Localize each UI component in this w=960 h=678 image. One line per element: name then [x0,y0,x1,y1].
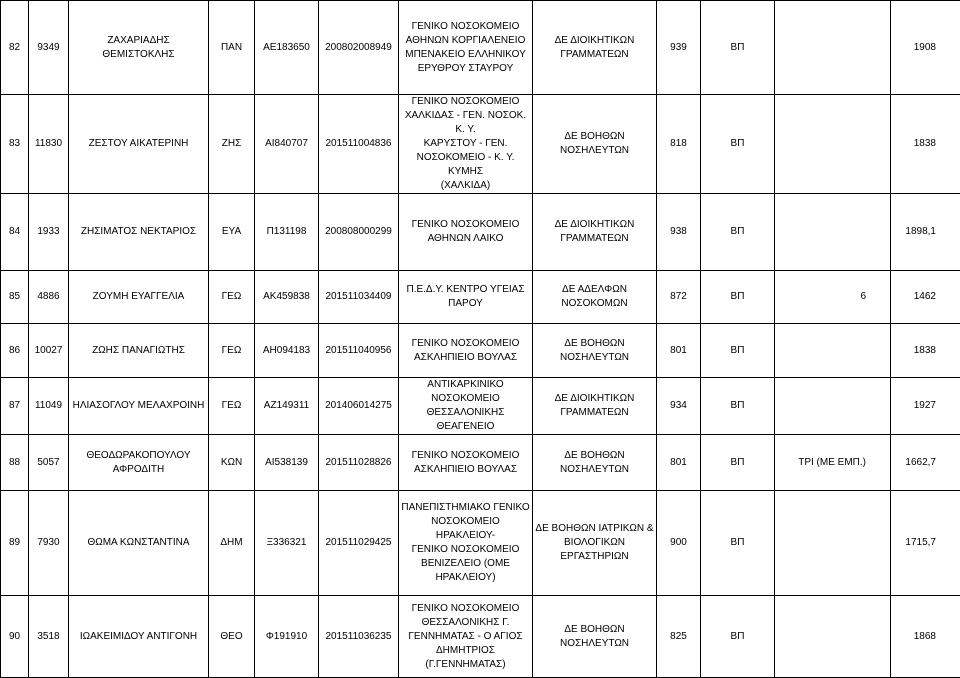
extra-note-cell [775,491,891,596]
row-id: 11830 [35,138,62,149]
hospital-line: ΠΑΝΕΠΙΣΤΗΜΙΑΚΟ ΓΕΝΙΚΟ [401,501,530,515]
row-id-cell [29,596,69,678]
hospital-line: ΓΕΝΙΚΟ ΝΟΣΟΚΟΜΕΙΟ [401,449,530,463]
score: 1462 [914,291,936,302]
hospital-line: ΑΝΤΙΚΑΡΚΙΝΙΚΟ ΝΟΣΟΚΟΜΕΙΟ [401,378,530,406]
status-cell [701,95,775,194]
candidate-name-cell [69,271,209,324]
specialty-cell [533,596,657,678]
protocol-number: 200808000299 [325,226,392,237]
row-number: 86 [9,345,20,356]
hospital-line: ΘΕΣΣΑΛΟΝΙΚΗΣ Γ. [401,616,530,630]
id-card: ΑΗ094183 [263,345,310,356]
score-cell [891,491,960,596]
hospital-cell [399,596,533,678]
hospital-line: ΝΟΣΟΚΟΜΕΙΟ ΗΡΑΚΛΕΙΟΥ- [401,515,530,543]
status: ΒΠ [731,345,745,356]
hospital-line: ΕΡΥΘΡΟΥ ΣΤΑΥΡΟΥ [401,62,530,76]
hospital-cell [399,95,533,194]
row-number-cell [1,435,29,491]
specialty-line: ΓΡΑΜΜΑΤΕΩΝ [535,48,654,62]
protocol-number: 201511004836 [326,138,392,149]
status-cell [701,435,775,491]
extra-note-cell [775,1,891,95]
extra-note-cell [775,95,891,194]
row-id: 5057 [37,457,59,468]
extra-note-cell [775,596,891,678]
status-cell [701,271,775,324]
status: ΒΠ [731,138,745,149]
score: 1868 [914,631,936,642]
row-id-cell [29,491,69,596]
candidate-name-cell [69,378,209,435]
position-code-cell [657,271,701,324]
position-code-cell [657,95,701,194]
branch-code-cell [209,271,255,324]
specialty-line: ΔΕ ΔΙΟΙΚΗΤΙΚΩΝ [535,392,654,406]
id-card-cell [255,324,319,378]
position-code: 801 [670,345,687,356]
branch-code-cell [209,378,255,435]
extra-note-cell [775,324,891,378]
candidate-name-cell [69,324,209,378]
extra-note-cell [775,194,891,271]
specialty-cell [533,324,657,378]
row-number: 82 [9,42,20,53]
branch-code-cell [209,324,255,378]
hospital-line: ΓΕΝΝΗΜΑΤΑΣ - Ο ΑΓΙΟΣ [401,630,530,644]
protocol-number-cell [319,378,399,435]
table-row [1,378,960,435]
row-id-cell [29,95,69,194]
position-code: 900 [670,537,687,548]
row-id: 3518 [37,631,59,642]
branch-code: ΓΕΩ [222,291,242,302]
specialty-cell [533,378,657,435]
status-cell [701,378,775,435]
row-number: 89 [9,537,20,548]
position-code: 934 [670,400,687,411]
row-number: 83 [9,138,20,149]
position-code-cell [657,1,701,95]
protocol-number-cell [319,95,399,194]
status-cell [701,596,775,678]
protocol-number-cell [319,1,399,95]
score: 1715,7 [905,537,936,548]
candidate-name-cell [69,491,209,596]
candidate-name: ΖΩΗΣ ΠΑΝΑΓΙΩΤΗΣ [92,345,185,356]
hospital-line: (ΧΑΛΚΙΔΑ) [401,179,530,193]
specialty-line: ΔΕ ΒΟΗΘΩΝ ΝΟΣΗΛΕΥΤΩΝ [535,130,654,158]
row-id-cell [29,1,69,95]
branch-code-cell [209,194,255,271]
extra-note: 6 [860,291,866,302]
protocol-number-cell [319,271,399,324]
hospital-line: ΒΕΝΙΖΕΛΕΙΟ (ΟΜΕ ΗΡΑΚΛΕΙΟΥ) [401,557,530,585]
status: ΒΠ [731,457,745,468]
extra-note: ΤΡΙ (ΜΕ ΕΜΠ.) [798,457,866,468]
row-id: 10027 [35,345,63,356]
row-number-cell [1,1,29,95]
table-row [1,324,960,378]
specialty-line: ΔΕ ΑΔΕΛΦΩΝ [535,283,654,297]
specialty-line: ΓΡΑΜΜΑΤΕΩΝ [535,232,654,246]
position-code-cell [657,194,701,271]
hospital-cell [399,194,533,271]
candidate-name: ΘΩΜΑ ΚΩΝΣΤΑΝΤΙΝΑ [87,537,189,548]
branch-code-cell [209,435,255,491]
hospital-line: ΑΘΗΝΩΝ ΚΟΡΓΙΑΛΕΝΕΙΟ [401,34,530,48]
score: 1838 [914,345,936,356]
protocol-number: 201511036235 [326,631,392,642]
extra-note-cell [775,435,891,491]
score-cell [891,596,960,678]
table-row [1,491,960,596]
hospital-cell [399,271,533,324]
hospital-line: Π.Ε.Δ.Υ. ΚΕΝΤΡΟ ΥΓΕΙΑΣ ΠΑΡΟΥ [401,283,530,311]
score-cell [891,324,960,378]
candidate-name: ΖΕΣΤΟΥ ΑΙΚΑΤΕΡΙΝΗ [89,138,189,149]
specialty-cell [533,435,657,491]
row-number: 84 [9,226,20,237]
score-cell [891,194,960,271]
position-code-cell [657,435,701,491]
branch-code-cell [209,95,255,194]
status: ΒΠ [731,291,745,302]
candidate-name: ΖΗΣΙΜΑΤΟΣ ΝΕΚΤΑΡΙΟΣ [81,226,196,237]
score: 1927 [914,400,936,411]
id-card: ΑΖ149311 [264,400,309,411]
specialty-line: ΔΕ ΔΙΟΙΚΗΤΙΚΩΝ [535,218,654,232]
position-code-cell [657,491,701,596]
branch-code: ΓΕΩ [222,400,242,411]
specialty-cell [533,271,657,324]
position-code-cell [657,324,701,378]
candidate-name-cell [69,596,209,678]
table-row [1,95,960,194]
hospital-line: ΓΕΝΙΚΟ ΝΟΣΟΚΟΜΕΙΟ [401,218,530,232]
hospital-line: ΜΠΕΝΑΚΕΙΟ ΕΛΛΗΝΙΚΟΥ [401,48,530,62]
row-number-cell [1,324,29,378]
specialty-line: ΔΕ ΒΟΗΘΩΝ ΝΟΣΗΛΕΥΤΩΝ [535,337,654,365]
hospital-cell [399,324,533,378]
hospital-cell [399,378,533,435]
candidate-name: ΖΑΧΑΡΙΑΔΗΣ ΘΕΜΙΣΤΟΚΛΗΣ [102,35,174,60]
protocol-number-cell [319,596,399,678]
hospital-line: ΓΕΝΙΚΟ ΝΟΣΟΚΟΜΕΙΟ [401,543,530,557]
row-id: 4886 [37,291,59,302]
status-cell [701,1,775,95]
branch-code: ΖΗΣ [222,138,242,149]
hospital-cell [399,491,533,596]
hospital-line: ΑΣΚΛΗΠΙΕΙΟ ΒΟΥΛΑΣ [401,351,530,365]
protocol-number-cell [319,491,399,596]
hospital-line: ΑΘΗΝΩΝ ΛΑΙΚΟ [401,232,530,246]
position-code: 872 [670,291,687,302]
id-card: ΑΕ183650 [263,42,310,53]
protocol-number-cell [319,324,399,378]
status: ΒΠ [731,631,745,642]
protocol-number-cell [319,435,399,491]
specialty-line: ΒΙΟΛΟΓΙΚΩΝ ΕΡΓΑΣΤΗΡΙΩΝ [535,536,654,564]
row-number: 85 [9,291,20,302]
table-row [1,271,960,324]
table-row [1,435,960,491]
position-code: 801 [670,457,687,468]
status: ΒΠ [731,537,745,548]
protocol-number: 200802008949 [325,42,392,53]
table-row [1,1,960,95]
status-cell [701,194,775,271]
branch-code: ΓΕΩ [222,345,242,356]
id-card-cell [255,271,319,324]
status: ΒΠ [731,42,745,53]
position-code: 818 [670,138,687,149]
position-code: 939 [670,42,687,53]
row-number-cell [1,378,29,435]
row-number: 90 [9,631,20,642]
row-number: 87 [9,400,20,411]
id-card-cell [255,1,319,95]
status: ΒΠ [731,226,745,237]
position-code-cell [657,378,701,435]
candidate-name-cell [69,95,209,194]
branch-code: ΚΩΝ [221,457,242,468]
specialty-line: ΔΕ ΒΟΗΘΩΝ ΝΟΣΗΛΕΥΤΩΝ [535,449,654,477]
id-card-cell [255,95,319,194]
score: 1838 [914,138,936,149]
specialty-cell [533,95,657,194]
hospital-line: ΘΕΣΣΑΛΟΝΙΚΗΣ ΘΕΑΓΕΝΕΙΟ [401,406,530,434]
row-number-cell [1,194,29,271]
branch-code: ΘΕΟ [220,631,242,642]
row-number-cell [1,596,29,678]
specialty-line: ΓΡΑΜΜΑΤΕΩΝ [535,406,654,420]
row-id: 9349 [37,42,59,53]
score-cell [891,435,960,491]
score-cell [891,378,960,435]
extra-note-cell [775,271,891,324]
branch-code-cell [209,596,255,678]
status-cell [701,491,775,596]
id-card-cell [255,194,319,271]
candidate-name: ΖΟΥΜΗ ΕΥΑΓΓΕΛΙΑ [93,291,185,302]
table-row [1,194,960,271]
position-code: 825 [670,631,687,642]
protocol-number: 201511040956 [326,345,392,356]
id-card: Π131198 [267,226,307,237]
row-id-cell [29,194,69,271]
hospital-line: ΓΕΝΙΚΟ ΝΟΣΟΚΟΜΕΙΟ [401,20,530,34]
hospital-line: ΔΗΜΗΤΡΙΟΣ (Γ.ΓΕΝΝΗΜΑΤΑΣ) [401,644,530,672]
score: 1662,7 [905,457,936,468]
status-cell [701,324,775,378]
hospital-cell [399,1,533,95]
status: ΒΠ [731,400,745,411]
row-id-cell [29,324,69,378]
row-number: 88 [9,457,20,468]
branch-code: ΕΥΑ [222,226,241,237]
hospital-line: ΓΕΝΙΚΟ ΝΟΣΟΚΟΜΕΙΟ [401,95,530,109]
protocol-number: 201511028826 [326,457,392,468]
score-cell [891,95,960,194]
specialty-line: ΔΕ ΔΙΟΙΚΗΤΙΚΩΝ [535,34,654,48]
hospital-line: ΑΣΚΛΗΠΙΕΙΟ ΒΟΥΛΑΣ [401,463,530,477]
id-card-cell [255,596,319,678]
id-card: ΑΚ459838 [263,291,310,302]
protocol-number: 201406014275 [325,400,392,411]
score-cell [891,271,960,324]
row-id: 7930 [37,537,59,548]
hospital-line: ΚΑΡΥΣΤΟΥ - ΓΕΝ. [401,137,530,151]
id-card: ΑΙ840707 [265,138,308,149]
specialty-line: ΔΕ ΒΟΗΘΩΝ ΝΟΣΗΛΕΥΤΩΝ [535,623,654,651]
protocol-number: 201511034409 [326,291,392,302]
hospital-line: ΓΕΝΙΚΟ ΝΟΣΟΚΟΜΕΙΟ [401,602,530,616]
candidate-name-cell [69,1,209,95]
hospital-line: ΓΕΝΙΚΟ ΝΟΣΟΚΟΜΕΙΟ [401,337,530,351]
score: 1898,1 [905,226,936,237]
row-number-cell [1,491,29,596]
candidate-name-cell [69,194,209,271]
id-card: Ξ336321 [267,537,307,548]
specialty-cell [533,1,657,95]
row-id-cell [29,271,69,324]
specialty-line: ΝΟΣΟΚΟΜΩΝ [535,297,654,311]
candidate-name: ΘΕΟΔΩΡΑΚΟΠΟΥΛΟΥ ΑΦΡΟΔΙΤΗ [86,450,190,475]
row-id-cell [29,435,69,491]
id-card-cell [255,435,319,491]
specialty-line: ΔΕ ΒΟΗΘΩΝ ΙΑΤΡΙΚΩΝ & [535,522,654,536]
extra-note-cell [775,378,891,435]
hospital-line: ΧΑΛΚΙΔΑΣ - ΓΕΝ. ΝΟΣΟΚ. Κ. Υ. [401,109,530,137]
id-card: ΑΙ538139 [265,457,308,468]
id-card: Φ191910 [266,631,307,642]
specialty-cell [533,491,657,596]
id-card-cell [255,491,319,596]
candidate-name: ΗΛΙΑΣΟΓΛΟΥ ΜΕΛΑΧΡΟΙΝΗ [73,400,205,411]
id-card-cell [255,378,319,435]
branch-code-cell [209,491,255,596]
candidate-name: ΙΩΑΚΕΙΜΙΔΟΥ ΑΝΤΙΓΟΝΗ [80,631,197,642]
protocol-number-cell [319,194,399,271]
branch-code: ΔΗΜ [220,537,242,548]
position-code-cell [657,596,701,678]
row-number-cell [1,95,29,194]
row-id: 11049 [35,400,62,411]
row-id-cell [29,378,69,435]
position-code: 938 [670,226,687,237]
branch-code-cell [209,1,255,95]
table-row [1,596,960,678]
candidate-name-cell [69,435,209,491]
hospital-line: ΝΟΣΟΚΟΜΕΙΟ - Κ. Υ. ΚΥΜΗΣ [401,151,530,179]
row-number-cell [1,271,29,324]
protocol-number: 201511029425 [326,537,392,548]
branch-code: ΠΑΝ [221,42,242,53]
specialty-cell [533,194,657,271]
score-cell [891,1,960,95]
row-id: 1933 [37,226,59,237]
score: 1908 [914,42,936,53]
hospital-cell [399,435,533,491]
